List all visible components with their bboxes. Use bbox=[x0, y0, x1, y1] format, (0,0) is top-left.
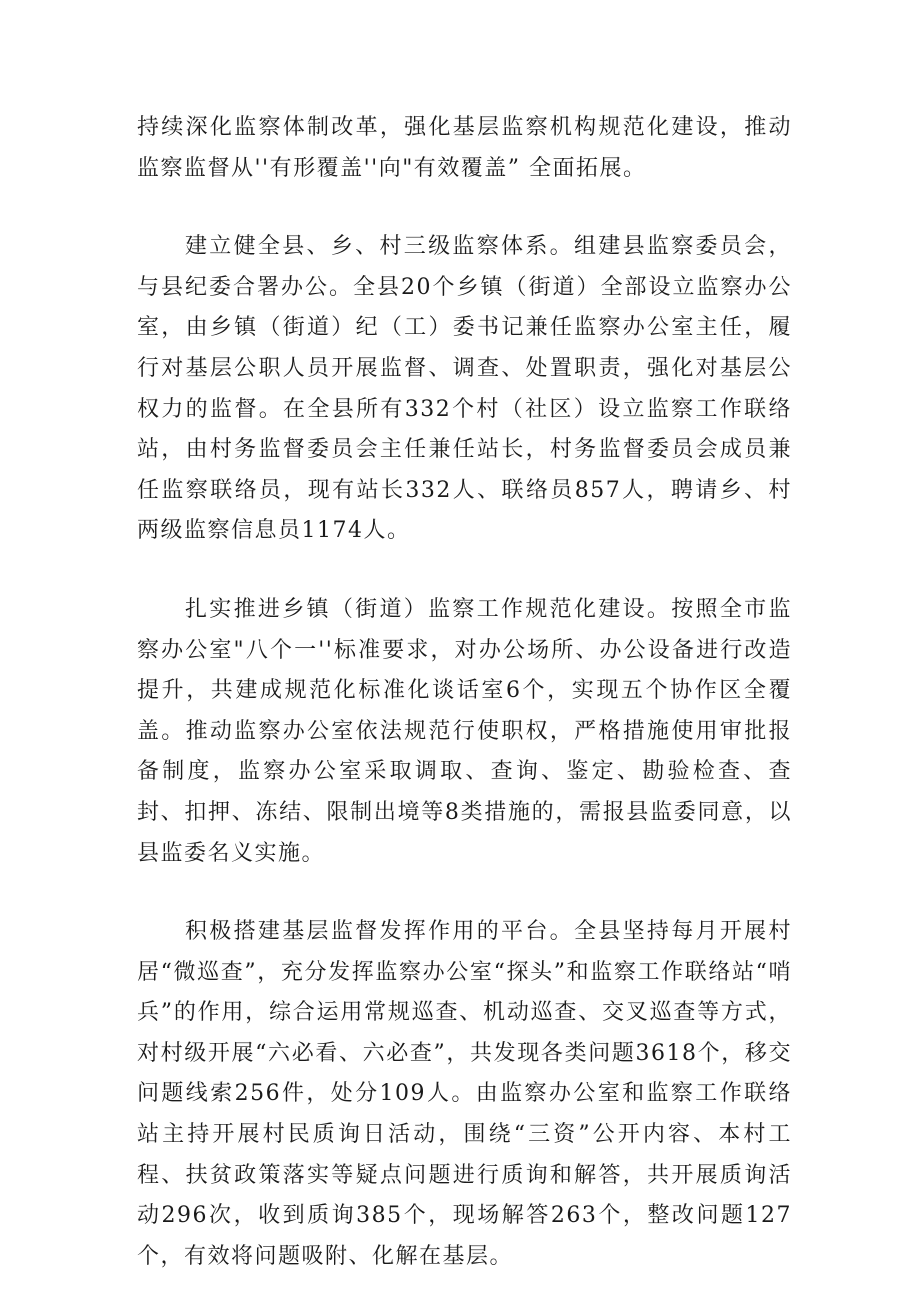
paragraph-intro: 持续深化监察体制改革，强化基层监察机构规范化建设，推动监察监督从''有形覆盖''向"有效覆盖” 全面拓展。 bbox=[137, 115, 792, 181]
document-body bbox=[137, 108, 792, 1277]
paragraph-supervision-system: 建立健全县、乡、村三级监察体系。组建县监察委员会，与县纪委合署办公。全县20个乡镇（街道）全部设立监察办公室，由乡镇（街道）纪（工）委书记兼任监察办公室主任，履行对基层公职人员开展监督、调查、处置职责，强化对基层公权力的监督。在全县所有332个村（社区）设立监察工作联络站，由村务监督委员会主任兼任站长，村务监督委员会成员兼任监察联络员，现有站长332人、联络员857人，聘请乡、村两级监察信息员1174人。 bbox=[137, 234, 792, 544]
paragraph-platform: 积极搭建基层监督发挥作用的平台。全县坚持每月开展村居“微巡查”，充分发挥监察办公室“探头”和监察工作联络站“哨兵”的作用，综合运用常规巡查、机动巡查、交叉巡查等方式，对村级开展“六必看、六必查”，共发现各类问题3618个，移交问题线索256件，处分109人。由监察办公室和监察工作联络站主持开展村民质询日活动，围绕“三资”公开内容、本村工程、扶贫政策落实等疑点问题进行质询和解答，共开展质询活动296次，收到质询385个，现场解答263个，整改问题127个，有效将问题吸附、化解在基层。 bbox=[137, 919, 792, 1269]
paragraph-standardization: 扎实推进乡镇（街道）监察工作规范化建设。按照全市监察办公室"八个一''标准要求，对办公场所、办公设备进行改造提升，共建成规范化标准化谈话室6个，实现五个协作区全覆盖。推动监察办公室依法规范行使职权，严格措施使用审批报备制度，监察办公室采取调取、查询、鉴定、勘验检查、查封、扣押、冻结、限制出境等8类措施的，需报县监委同意，以县监委名义实施。 bbox=[137, 596, 792, 866]
